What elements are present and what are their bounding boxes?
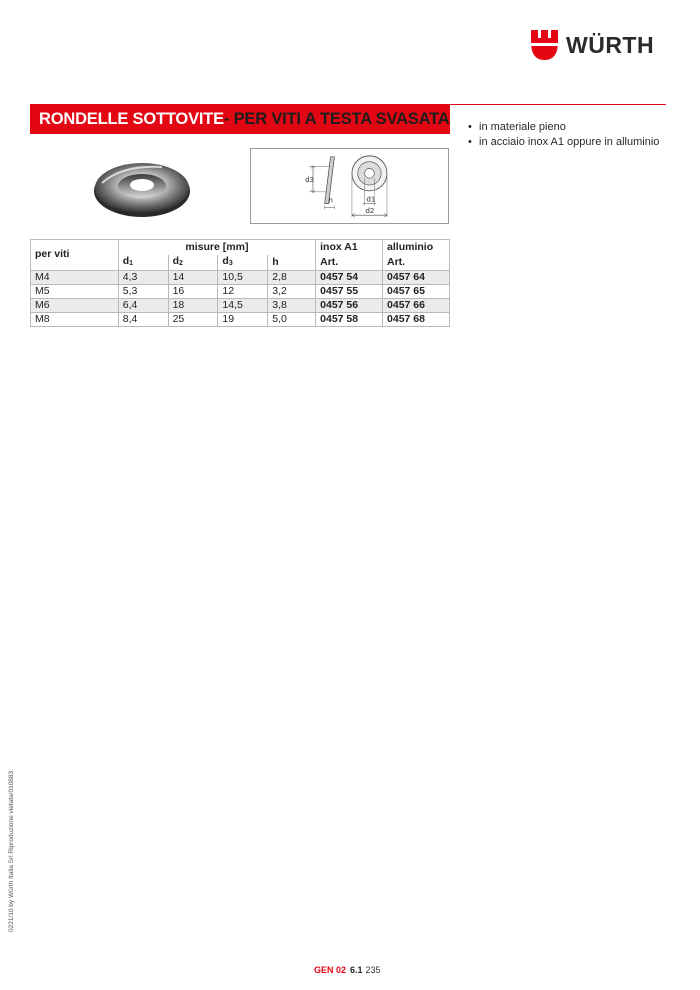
cell-d1: 4,3 — [118, 270, 168, 284]
label-h: h — [328, 195, 333, 205]
cell-d2: 16 — [168, 284, 218, 298]
cell-alluminio-art: 0457 66 — [383, 298, 450, 312]
wurth-logo-icon — [531, 30, 558, 60]
cell-d3: 12 — [218, 284, 268, 298]
title-sub: - PER VITI A TESTA SVASATA — [223, 109, 450, 128]
cell-h: 3,8 — [268, 298, 316, 312]
col-d2: d2 — [168, 255, 218, 271]
col-inox: inox A1 — [316, 240, 383, 255]
cell-alluminio-art: 0457 64 — [383, 270, 450, 284]
col-per-viti: per viti — [31, 240, 119, 271]
table-row — [31, 298, 450, 312]
cell-viti: M8 — [31, 312, 119, 326]
cell-d2: 14 — [168, 270, 218, 284]
cell-inox-art: 0457 54 — [316, 270, 383, 284]
cell-d1: 5,3 — [118, 284, 168, 298]
product-photo — [92, 157, 192, 219]
cell-inox-art: 0457 58 — [316, 312, 383, 326]
label-d1: d1 — [366, 194, 376, 204]
col-inox-art: Art. — [316, 255, 383, 271]
brand-name: WÜRTH — [566, 31, 655, 58]
cell-h: 5,0 — [268, 312, 316, 326]
col-alluminio: alluminio — [383, 240, 450, 255]
spec-table — [30, 239, 450, 327]
product-title-bar — [30, 104, 450, 134]
col-h: h — [268, 255, 316, 271]
cell-viti: M6 — [31, 298, 119, 312]
cell-viti: M4 — [31, 270, 119, 284]
col-alluminio-art: Art. — [383, 255, 450, 271]
cell-d2: 25 — [168, 312, 218, 326]
col-d3: d3 — [218, 255, 268, 271]
page-footer — [314, 965, 381, 975]
cell-alluminio-art: 0457 68 — [383, 312, 450, 326]
section-number: 6.1 — [350, 965, 363, 975]
wurth-logo — [531, 28, 671, 62]
table-row — [31, 270, 450, 284]
col-misure: misure [mm] — [118, 240, 315, 255]
cell-d3: 19 — [218, 312, 268, 326]
copyright-note: 0221/10 by Würth Italia Srl Riproduzione vietata/010883 — [8, 770, 15, 932]
cell-d2: 18 — [168, 298, 218, 312]
cell-d1: 6,4 — [118, 298, 168, 312]
cell-alluminio-art: 0457 65 — [383, 284, 450, 298]
cell-inox-art: 0457 56 — [316, 298, 383, 312]
page-number: 235 — [365, 965, 381, 975]
catalog-code: GEN 02 — [314, 965, 347, 975]
cell-h: 3,2 — [268, 284, 316, 298]
table-row — [31, 312, 450, 326]
cell-h: 2,8 — [268, 270, 316, 284]
feature-item: • in acciaio inox A1 oppure in alluminio — [467, 135, 667, 150]
cell-inox-art: 0457 55 — [316, 284, 383, 298]
technical-drawing — [250, 148, 449, 224]
table-row — [31, 284, 450, 298]
title-divider — [450, 104, 666, 105]
feature-item: • in materiale pieno — [467, 120, 667, 135]
label-d3: d3 — [305, 175, 314, 185]
feature-list — [467, 120, 667, 150]
col-d1: d1 — [118, 255, 168, 271]
label-d2: d2 — [365, 206, 375, 216]
cell-viti: M5 — [31, 284, 119, 298]
cell-d3: 10,5 — [218, 270, 268, 284]
cell-d1: 8,4 — [118, 312, 168, 326]
title-main: RONDELLE SOTTOVITE — [39, 109, 224, 128]
cell-d3: 14,5 — [218, 298, 268, 312]
